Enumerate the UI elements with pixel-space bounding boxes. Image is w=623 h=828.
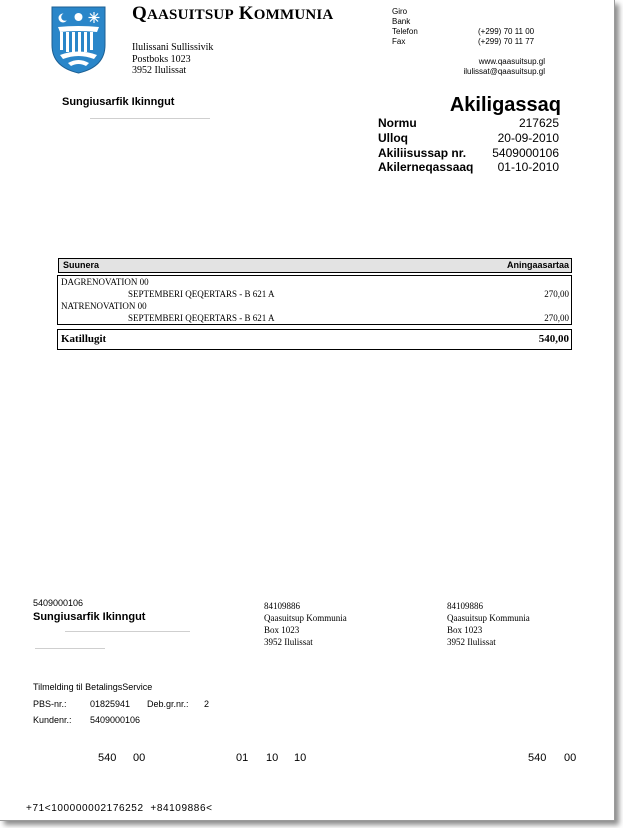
receiver-name: Qaasuitsup Kommunia xyxy=(447,613,530,623)
pbs-label: PBS-nr.: xyxy=(33,699,67,709)
payer-number-label: Akiliisussap nr. xyxy=(378,146,467,160)
email-link[interactable]: ilulissat@qaasuitsup.gl xyxy=(463,67,545,76)
receiver-name: Qaasuitsup Kommunia xyxy=(264,613,347,623)
coat-of-arms-logo xyxy=(50,5,107,75)
redacted-address xyxy=(35,648,105,649)
slip-date-day: 01 xyxy=(236,752,249,764)
slip-date-month: 10 xyxy=(266,752,279,764)
redacted-address xyxy=(90,118,210,119)
slip-date-year: 10 xyxy=(294,752,307,764)
line-item-detail: SEPTEMBERI QEQERTARS - B 621 A xyxy=(128,313,275,323)
invoice-date-label: Ulloq xyxy=(378,131,408,145)
total-value: 540,00 xyxy=(538,333,569,345)
fax-value: (+299) 70 11 77 xyxy=(478,37,535,46)
receiver-box: Box 1023 xyxy=(447,625,483,635)
sender-address-line3: 3952 Ilulissat xyxy=(132,65,187,76)
pbs-value: 01825941 xyxy=(90,699,131,709)
line-item-detail: SEPTEMBERI QEQERTARS - B 621 A xyxy=(128,289,275,299)
slip-payer-name: Sungiusarfik Ikinngut xyxy=(33,611,146,623)
slip-payer-number: 5409000106 xyxy=(33,598,84,608)
receiver-box: Box 1023 xyxy=(264,625,300,635)
ocr-code-line: +71<100000002176252 +84109886< xyxy=(26,803,213,814)
slip-amount-kroner: 540 xyxy=(98,752,117,764)
receiver-account: 84109886 xyxy=(264,601,300,611)
telefon-value: (+299) 70 11 00 xyxy=(478,27,535,36)
receiver-city: 3952 Ilulissat xyxy=(447,637,496,647)
column-header-amount: Aningaasartaa xyxy=(506,260,569,270)
table-header xyxy=(58,258,572,273)
line-item-amount: 270,00 xyxy=(544,313,569,323)
column-header-description: Suunera xyxy=(63,260,100,270)
betalingsservice-label: Tilmelding til BetalingsService xyxy=(33,682,153,692)
sender-address-line1: Ilulissani Sullissivik xyxy=(132,42,214,53)
slip-amount2-ore: 00 xyxy=(564,752,577,764)
website-link[interactable]: www.qaasuitsup.gl xyxy=(478,57,545,66)
slip-amount2-kroner: 540 xyxy=(528,752,547,764)
receiver-city: 3952 Ilulissat xyxy=(264,637,313,647)
invoice-number-value: 217625 xyxy=(518,116,559,130)
due-date-value: 01-10-2010 xyxy=(497,160,559,174)
document-title: Akiligassaq xyxy=(449,94,561,116)
customer-number-value: 5409000106 xyxy=(90,715,141,725)
deb-group-label: Deb.gr.nr.: xyxy=(147,699,189,709)
sender-address-line2: Postboks 1023 xyxy=(132,54,191,65)
receiver-account: 84109886 xyxy=(447,601,483,611)
organization-name: QAASUITSUP KOMMUNIA xyxy=(132,3,334,24)
recipient-name: Sungiusarfik Ikinngut xyxy=(62,96,175,108)
customer-number-label: Kundenr.: xyxy=(33,715,72,725)
line-item-header: NATRENOVATION 00 xyxy=(61,301,147,311)
invoice-date-value: 20-09-2010 xyxy=(497,131,559,145)
bank-label: Bank xyxy=(392,17,411,26)
line-item-header: DAGRENOVATION 00 xyxy=(61,277,149,287)
table-body xyxy=(57,275,572,325)
line-item-amount: 270,00 xyxy=(544,289,569,299)
deb-group-value: 2 xyxy=(204,699,210,709)
due-date-label: Akilerneqassaaq xyxy=(378,160,474,174)
invoice-number-label: Normu xyxy=(378,116,417,130)
payer-number-value: 5409000106 xyxy=(492,146,559,160)
giro-label: Giro xyxy=(392,7,408,16)
slip-amount-ore: 00 xyxy=(133,752,146,764)
fax-label: Fax xyxy=(392,37,406,46)
telefon-label: Telefon xyxy=(392,27,418,36)
total-row xyxy=(57,329,572,350)
redacted-address xyxy=(65,631,190,632)
total-label: Katillugit xyxy=(61,333,107,345)
